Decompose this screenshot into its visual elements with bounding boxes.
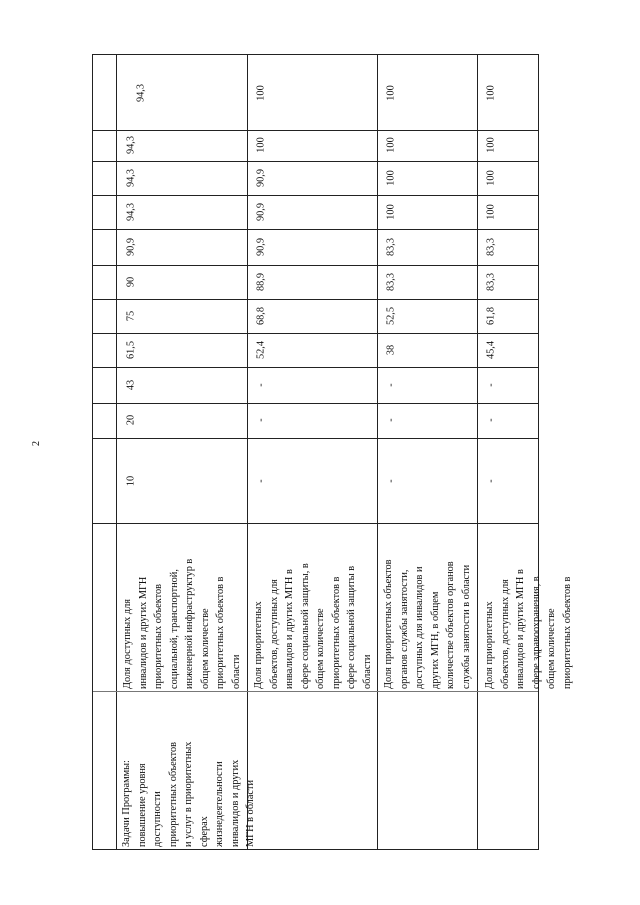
program-objectives-label: Задачи Программы: повышение уровня доступности приоритетных объектов и услуг в приоритетных сферах жизнедеятельности инвалидов и других МГН в области bbox=[121, 741, 256, 847]
table-cell: 94,3 bbox=[125, 168, 137, 188]
table-cell: - bbox=[385, 383, 397, 387]
column-divider bbox=[93, 367, 538, 368]
indicator-text: Доля приоритетных объектов, доступных для инвалидов и других МГН в сфере социальной защиты, в общем количестве приоритетных объектов в сфере социальной защиты в области bbox=[253, 563, 373, 689]
table-cell: - bbox=[385, 418, 397, 422]
column-divider bbox=[93, 438, 538, 439]
table-cell: 90,9 bbox=[255, 202, 267, 222]
table-cell: 61,5 bbox=[125, 340, 137, 360]
column-divider bbox=[93, 333, 538, 334]
column-divider bbox=[93, 523, 538, 524]
indicator-text: Доля приоритетных объектов органов службы занятости, доступных для инвалидов и других МГН, в общем количестве объектов органов службы занятости в области bbox=[383, 559, 472, 689]
table-cell: 61,8 bbox=[485, 306, 497, 326]
table-cell: 83,3 bbox=[485, 237, 497, 257]
table-cell: - bbox=[255, 479, 267, 483]
table-cell: 100 bbox=[485, 85, 497, 101]
column-divider bbox=[93, 403, 538, 404]
table-cell: 83,3 bbox=[385, 237, 397, 257]
table-cell: 100 bbox=[385, 170, 397, 186]
table-cell: 100 bbox=[485, 137, 497, 153]
table-cell: 90 bbox=[125, 276, 137, 288]
table-cell: - bbox=[255, 418, 267, 422]
table-cell: 20 bbox=[125, 414, 137, 426]
table-cell: 90,9 bbox=[255, 168, 267, 188]
table-cell: 100 bbox=[485, 170, 497, 186]
column-divider bbox=[93, 691, 538, 692]
table-cell: 83,3 bbox=[485, 272, 497, 292]
table-cell: 90,9 bbox=[125, 237, 137, 257]
table-cell: 94,3 bbox=[125, 202, 137, 222]
table-cell: 90,9 bbox=[255, 237, 267, 257]
table-cell: 10 bbox=[125, 475, 137, 487]
indicator-text: Доля приоритетных объектов, доступных для инвалидов и других МГН в сфере здравоохранения, в общем количестве приоритетных объектов в bbox=[484, 569, 573, 689]
table-cell: - bbox=[255, 383, 267, 387]
table-cell: 45,4 bbox=[485, 340, 497, 360]
column-divider bbox=[93, 161, 538, 162]
table-row bbox=[248, 55, 378, 849]
page-number: 2 bbox=[31, 441, 42, 446]
table-cell: 100 bbox=[385, 137, 397, 153]
table-cell: 75 bbox=[125, 310, 137, 322]
table-header-row bbox=[93, 55, 117, 849]
table-cell: 52,5 bbox=[385, 306, 397, 326]
table-cell: 100 bbox=[485, 204, 497, 220]
table-cell: 38 bbox=[385, 344, 397, 356]
table-cell: - bbox=[385, 479, 397, 483]
table-cell: 83,3 bbox=[385, 272, 397, 292]
table-cell: 94,3 bbox=[135, 83, 147, 103]
table-cell: 100 bbox=[255, 85, 267, 101]
table-cell: 68,8 bbox=[255, 306, 267, 326]
column-divider bbox=[93, 229, 538, 230]
table-row bbox=[117, 55, 248, 849]
table-cell: - bbox=[485, 418, 497, 422]
indicator-text: Доля доступных для инвалидов и других МГН приоритетных объектов социальной, транспортной, инженерной инфраструктур в общем количестве приоритетных объектов в области bbox=[122, 558, 242, 689]
column-divider bbox=[93, 299, 538, 300]
column-divider bbox=[93, 195, 538, 196]
indicators-table bbox=[92, 54, 573, 850]
table-cell: 100 bbox=[385, 204, 397, 220]
table-cell: 88,9 bbox=[255, 272, 267, 292]
table-cell: - bbox=[485, 383, 497, 387]
column-divider bbox=[93, 265, 538, 266]
column-divider bbox=[93, 130, 538, 131]
table-cell: 43 bbox=[125, 379, 137, 391]
table-cell: 100 bbox=[255, 137, 267, 153]
table-cell: 94,3 bbox=[125, 135, 137, 155]
table-cell: 100 bbox=[385, 85, 397, 101]
table-cell: 52,4 bbox=[255, 340, 267, 360]
table-cell: - bbox=[485, 479, 497, 483]
